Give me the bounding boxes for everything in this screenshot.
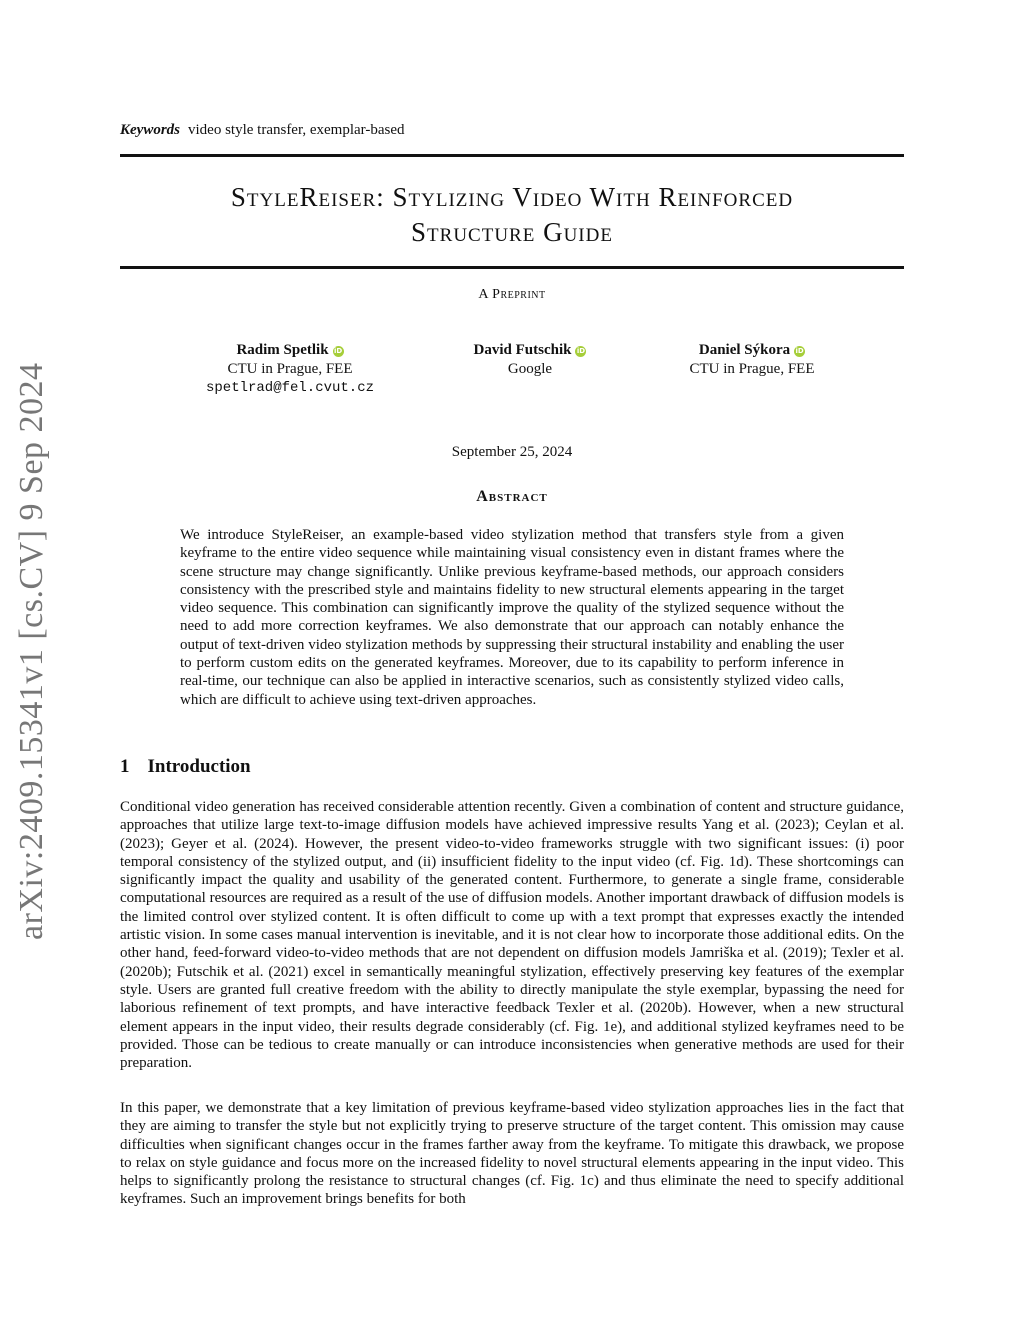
author-email[interactable]: spetlrad@fel.cvut.cz bbox=[205, 380, 375, 396]
author-affiliation: Google bbox=[507, 361, 553, 377]
keywords-label: Keywords bbox=[120, 122, 180, 138]
keywords-value: video style transfer, exemplar-based bbox=[188, 122, 405, 138]
arxiv-stamp: arXiv:2409.15341v1 [cs.CV] 9 Sep 2024 bbox=[13, 362, 50, 940]
paper-title bbox=[120, 180, 904, 250]
title-rule-top bbox=[120, 154, 904, 157]
section-number: 1 bbox=[120, 756, 130, 777]
author-affiliation: CTU in Prague, FEE bbox=[689, 361, 815, 377]
section-title: Introduction bbox=[147, 756, 251, 777]
author-name: Daniel Sýkora bbox=[698, 342, 791, 358]
preprint-label: A Preprint bbox=[478, 287, 546, 302]
paper-title-line-2: Structure Guide bbox=[411, 217, 613, 247]
abstract-heading: Abstract bbox=[476, 488, 548, 505]
author-name: David Futschik bbox=[473, 342, 572, 358]
author-block-1 bbox=[180, 341, 400, 398]
keywords-line bbox=[120, 122, 405, 139]
orcid-icon[interactable]: iD bbox=[576, 347, 586, 355]
orcid-icon[interactable]: iD bbox=[333, 347, 343, 355]
body-paragraph: Conditional video generation has received considerable attention recently. Given a combination of content and structure guidance, approaches that utilize large text-to-image diffusion models have achieved impressive results Yang et al. (2023); Ceylan et al. (2023); Geyer et al. (2024). However, the present video-to-video frameworks struggle with two significant issues: (i) poor temporal consistency of the stylized output, and (ii) insufficient fidelity to the input video (cf. Fig. 1d). These shortcomings can significantly impact the quality and usability of the generated content. Furthermore, to generate a single frame, considerable computational resources are required as a result of the use of diffusion models. Another important drawback of diffusion models is the limited control over stylized content. It is often difficult to come up with a text prompt that expresses exactly the intended artistic vision. In some cases manual intervention is inevitable, and it is not clear how to incorporate those additional edits. On the other hand, feed-forward video-to-video methods that are not dependent on diffusion models Jamriška et al. (2019); Texler et al. (2020b); Futschik et al. (2021) excel in semantically meaningful stylization, effectively preserving key features of the exemplar style. Users are granted full creative freedom with the ability to directly manipulate the style exemplar, bypassing the need for laborious refinement of text prompts, and have interactive feedback Texler et al. (2020b). However, when a new structural element appears in the input video, their results degrade considerably (cf. Fig. 1e), and additional stylized keyframes need to be provided. Those can be tedious to create manually or can introduce inconsistencies when generative methods are used for their preparation. bbox=[120, 799, 904, 1072]
body-paragraph: In this paper, we demonstrate that a key limitation of previous keyframe-based video stylization approaches lies in the fact that they are aiming to transfer the style but not explicitly trying to preserve structure of the target content. This omission may cause difficulties when significant changes occur in the frames farther away from the keyframe. To mitigate this drawback, we propose to relax on style guidance and focus more on the increased fidelity to novel structural elements appearing in the input video. This helps to significantly prolong the resistance to structural changes (cf. Fig. 1c) and thus eliminate the need to specify additional keyframes. Such an improvement brings benefits for both bbox=[120, 1100, 904, 1208]
author-block-3 bbox=[642, 341, 862, 379]
author-name: Radim Spetlik bbox=[236, 342, 329, 358]
abstract-body: We introduce StyleReiser, an example-based video stylization method that transfers style from a given keyframe to the entire video sequence while maintaining visual consistency even in distant frames where the scene structure may change significantly. Unlike previous keyframe-based methods, our approach considers consistency with the prescribed style and maintains fidelity to new structural elements appearing in the target video sequence. This combination can significantly improve the quality of the stylized sequence without the need to add more correction keyframes. We also demonstrate that our approach can notably enhance the output of text-driven video stylization methods by suppressing their structural instability and enabling the user to perform custom edits on the generated keyframes. Moreover, due to its capability to perform inference in real-time, our technique can also be applied in interactive scenarios, such as consistently stylized video calls, which are difficult to achieve using text-driven approaches. bbox=[180, 527, 844, 708]
section-heading bbox=[120, 756, 251, 778]
paper-title-line-1: StyleReiser: Stylizing Video With Reinforced bbox=[230, 182, 794, 212]
title-rule-bottom bbox=[120, 266, 904, 269]
orcid-icon[interactable]: iD bbox=[795, 347, 804, 355]
author-affiliation: CTU in Prague, FEE bbox=[227, 361, 353, 377]
publication-date: September 25, 2024 bbox=[451, 444, 573, 460]
author-block-2 bbox=[420, 341, 640, 379]
